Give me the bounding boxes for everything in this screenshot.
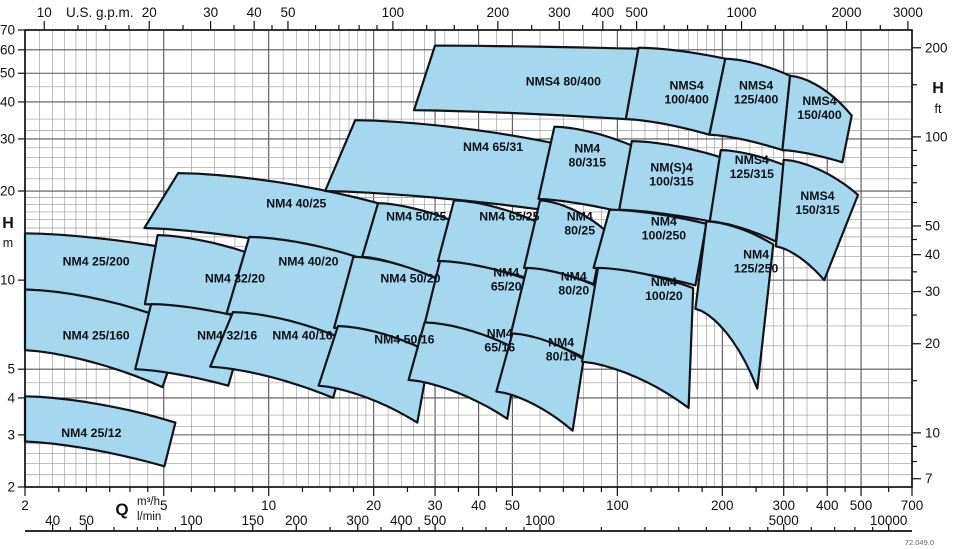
pump-region-label: NM(S)4 100/315 <box>649 160 694 189</box>
axis-title-h-right: H <box>932 80 944 97</box>
tick-label-right: 50 <box>925 218 941 234</box>
tick-label-m3h: 40 <box>471 498 487 513</box>
tick-label-right: 30 <box>925 284 941 300</box>
tick-label-top: 300 <box>547 5 571 20</box>
pump-region-label: NMS4 100/400 <box>664 78 709 107</box>
pump-region-label: NMS4 150/315 <box>795 189 840 218</box>
tick-label-top: 500 <box>625 5 648 20</box>
tick-label-top: 50 <box>280 5 296 20</box>
tick-label-top: 10 <box>36 5 52 20</box>
pump-region-label: NMS4 125/400 <box>733 78 779 107</box>
axis-unit-m3h: m³/h <box>137 496 160 508</box>
tick-label-lmin: 50 <box>78 513 94 528</box>
tick-label-m3h: 300 <box>772 498 795 513</box>
axis-unit-usgpm: U.S. g.p.m. <box>66 5 134 20</box>
tick-label-lmin: 40 <box>45 513 61 528</box>
tick-label-lmin: 100 <box>180 513 203 528</box>
pump-region-label: NM4 100/20 <box>645 275 683 304</box>
pump-region-label: NM4 25/200 <box>62 254 130 269</box>
axis-unit-m: m <box>2 236 14 250</box>
pump-region-label: NMS4 150/400 <box>797 93 842 122</box>
tick-label-m3h: 50 <box>504 498 520 513</box>
tick-label-left: 60 <box>0 42 15 58</box>
axis-title-h-left: H <box>2 215 14 232</box>
tick-label-lmin: 10000 <box>869 513 908 528</box>
tick-label-right: 100 <box>925 129 948 145</box>
axis-unit-ft: ft <box>934 102 942 116</box>
pump-region-label: NM4 80/16 <box>545 335 577 364</box>
tick-label-right: 7 <box>925 471 933 487</box>
pump-region-label: NM4 40/20 <box>278 254 339 269</box>
tick-label-left: 4 <box>7 390 15 406</box>
tick-label-top: 20 <box>141 5 157 20</box>
tick-label-top: 3000 <box>892 5 923 20</box>
tick-label-top: 40 <box>246 5 262 20</box>
pump-region-label: NM4 65/31 <box>462 140 524 155</box>
tick-label-left: 50 <box>0 65 15 81</box>
pump-region-label: NM4 100/250 <box>641 214 687 243</box>
tick-label-top: 200 <box>486 5 510 20</box>
tick-label-top: 400 <box>591 5 615 20</box>
footer-code: 72.049.0 <box>904 538 934 547</box>
tick-label-m3h: 700 <box>900 498 924 513</box>
pump-region-label: NM4 65/25 <box>479 209 540 224</box>
tick-label-lmin: 300 <box>346 513 369 528</box>
tick-label-lmin: 1000 <box>524 513 556 528</box>
tick-label-m3h: 30 <box>427 498 443 513</box>
tick-label-left: 10 <box>0 272 15 288</box>
tick-label-lmin: 500 <box>423 513 447 528</box>
tick-label-lmin: 5000 <box>768 513 799 528</box>
tick-label-left: 3 <box>7 427 15 443</box>
tick-label-m3h: 10 <box>261 498 277 513</box>
tick-label-left: 30 <box>0 131 15 147</box>
pump-region-label: NMS4 125/315 <box>729 152 775 181</box>
tick-label-left: 2 <box>7 479 15 495</box>
pump-region-label: NM4 50/25 <box>386 209 447 224</box>
pump-region-label: NM4 65/16 <box>484 326 516 355</box>
tick-label-m3h: 5 <box>159 498 168 513</box>
pump-region-label: NM4 25/160 <box>62 328 130 343</box>
tick-label-top: 2000 <box>831 5 862 20</box>
pump-region-label: NM4 50/16 <box>374 332 435 347</box>
pump-region-label: NM4 125/250 <box>733 247 779 276</box>
tick-label-m3h: 2 <box>21 498 29 513</box>
tick-label-right: 20 <box>925 336 941 352</box>
tick-label-top: 30 <box>203 5 219 20</box>
tick-label-right: 40 <box>925 247 941 263</box>
tick-label-m3h: 100 <box>606 498 629 513</box>
tick-label-right: 200 <box>925 40 948 56</box>
pump-region-label: NM4 65/20 <box>490 265 522 294</box>
pump-region-label: NM4 50/20 <box>380 271 441 286</box>
pump-region-label: NM4 80/20 <box>558 269 590 298</box>
pump-region-label: NM4 32/16 <box>197 328 258 343</box>
tick-label-m3h: 400 <box>815 498 839 513</box>
axis-title-q: Q <box>115 500 129 519</box>
pump-region-label: NM4 40/16 <box>272 328 333 343</box>
tick-label-lmin: 200 <box>285 513 308 528</box>
pump-region-label: NM4 40/25 <box>266 196 327 211</box>
tick-label-m3h: 20 <box>366 498 382 513</box>
tick-label-top: 1000 <box>726 5 757 20</box>
pump-region-label: NM4 80/25 <box>564 209 596 238</box>
tick-label-left: 5 <box>7 361 15 377</box>
tick-label-m3h: 500 <box>849 498 873 513</box>
pump-region-label: NM4 25/12 <box>61 426 122 441</box>
tick-label-left: 70 <box>0 22 15 38</box>
axis-unit-lmin: l/min <box>137 511 162 523</box>
tick-label-left: 20 <box>0 183 15 199</box>
tick-label-m3h: 200 <box>711 498 734 513</box>
pump-region-label: NMS4 80/400 <box>525 74 601 89</box>
tick-label-top: 100 <box>381 5 405 20</box>
tick-label-left: 40 <box>0 94 15 110</box>
tick-label-lmin: 400 <box>389 513 413 528</box>
pump-region-label: NM4 32/20 <box>204 271 265 286</box>
tick-label-right: 10 <box>925 425 941 441</box>
pump-region-label: NM4 80/315 <box>568 141 607 170</box>
tick-label-lmin: 150 <box>241 513 265 528</box>
